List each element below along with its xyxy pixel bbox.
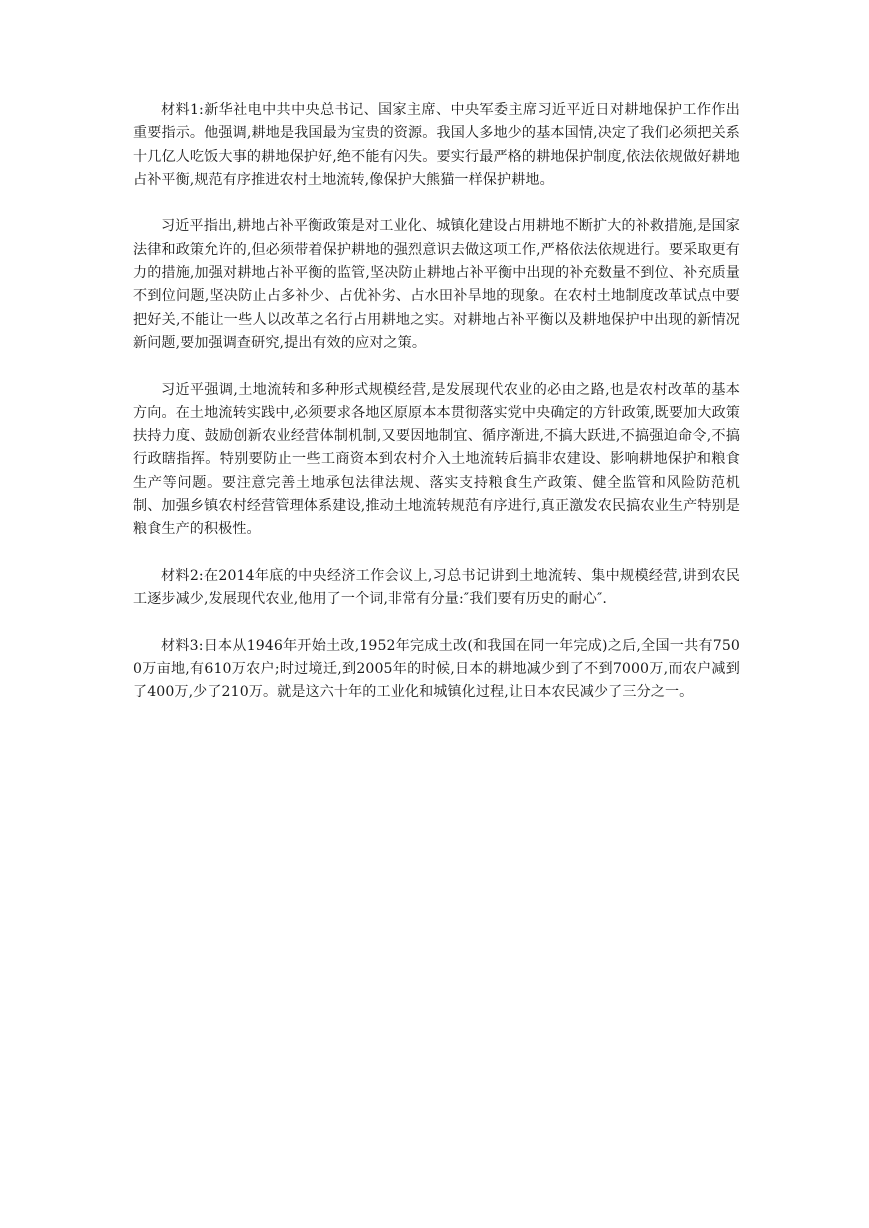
paragraph-material-2: 材料2:在2014年底的中央经济工作会议上,习总书记讲到土地流转、集中规模经营,讲到农民工逐步减少,发展现代农业,他用了一个词,非常有分量:″我们要有历史的耐心″.	[133, 567, 740, 608]
paragraph-xi-points-out: 习近平指出,耕地占补平衡政策是对工业化、城镇化建设占用耕地不断扩大的补救措施,是国家法律和政策允许的,但必须带着保护耕地的强烈意识去做这项工作,严格依法依规进行。要采取更有力的措施,加强对耕地占补平衡的监管,坚决防止耕地占补平衡中出现的补充数量不到位、补充质量不到位问题,坚决防止占多补少、占优补劣、占水田补旱地的现象。在农村土地制度改革试点中要把好关,不能让一些人以改革之名行占用耕地之实。对耕地占补平衡以及耕地保护中出现的新情况新问题,要加强调查研究,提出有效的应对之策。	[133, 218, 740, 351]
paragraph-xi-emphasizes: 习近平强调,土地流转和多种形式规模经营,是发展现代农业的必由之路,也是农村改革的基本方向。在土地流转实践中,必须要求各地区原原本本贯彻落实党中央确定的方针政策,既要加大政策扶持力度、鼓励创新农业经营体制机制,又要因地制宜、循序渐进,不搞大跃进,不搞强迫命令,不搞行政瞎指挥。特别要防止一些工商资本到农村介入土地流转后搞非农建设、影响耕地保护和粮食生产等问题。要注意完善土地承包法律法规、落实支持粮食生产政策、健全监管和风险防范机制、加强乡镇农村经营管理体系建设,推动土地流转规范有序进行,真正激发农民搞农业生产特别是粮食生产的积极性。	[133, 381, 740, 538]
paragraph-material-1: 材料1:新华社电中共中央总书记、国家主席、中央军委主席习近平近日对耕地保护工作作出重要指示。他强调,耕地是我国最为宝贵的资源。我国人多地少的基本国情,决定了我们必须把关系十几亿人吃饭大事的耕地保护好,绝不能有闪失。要实行最严格的耕地保护制度,依法依规做好耕地占补平衡,规范有序推进农村土地流转,像保护大熊猫一样保护耕地。	[133, 102, 740, 188]
paragraph-material-3: 材料3:日本从1946年开始土改,1952年完成土改(和我国在同一年完成)之后,全国一共有7500万亩地,有610万农户;时过境迁,到2005年的时候,日本的耕地减少到了不到7000万,而农户减到了400万,少了210万。就是这六十年的工业化和城镇化过程,让日本农民减少了三分之一。	[133, 637, 740, 701]
document-body	[133, 99, 740, 705]
